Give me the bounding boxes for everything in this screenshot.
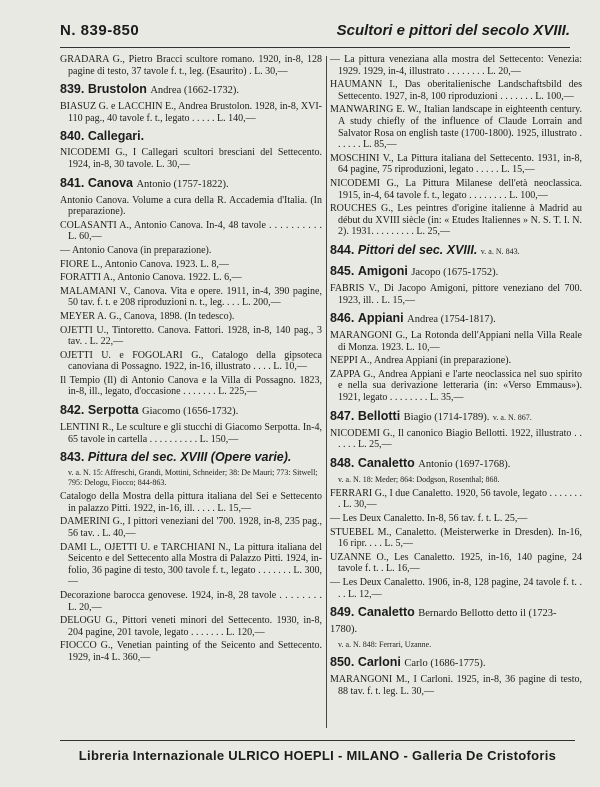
section-heading	[60, 403, 322, 419]
section-number: 846.	[330, 311, 355, 326]
section-number: 839.	[60, 82, 85, 97]
bibliography-entry: NEPPI A., Andrea Appiani (in preparazione).	[330, 355, 512, 367]
bibliography-entry: NICODEMI G., Il canonico Biagio Bellotti. 1922, illustrato . . . . . . L. 25,—	[330, 427, 582, 451]
section-number: 844.	[330, 242, 355, 257]
bibliography-entry: MARANGONI G., La Rotonda dell'Appiani nella Villa Reale di Monza. 1923. L. 10,—	[330, 330, 582, 353]
bibliography-entry: Catalogo della Mostra della pittura italiana del Sei e Settecento in palazzo Pitti. 1922, in-16, ill. . . . . L. 15,—	[60, 491, 322, 514]
page-footer	[60, 740, 575, 763]
bibliography-entry: FIORE L., Antonio Canova. 1923. L. 8,—	[60, 258, 229, 270]
section-name: Callegari.	[87, 129, 145, 144]
bibliography-entry: MARANGONI M., I Carloni. 1925, in-8, 36 pagine di testo, 88 tav. f. t. leg. L. 30,—	[330, 674, 582, 697]
section-name: Canaletto	[357, 605, 415, 620]
section-heading	[60, 82, 322, 98]
section-dates: Andrea (1662-1732).	[150, 85, 239, 97]
section-heading	[330, 264, 582, 280]
right-column	[330, 54, 582, 699]
footer-rule	[60, 740, 575, 741]
bibliography-entry: MEYER A. G., Canova, 1898. (In tedesco).	[60, 310, 235, 322]
section-heading	[330, 243, 582, 259]
bibliography-entry: BIASUZ G. e LACCHIN E., Andrea Brustolon. 1928, in-8, XVI-110 pag., 40 tavole f. t., legato . . . . . L. 140,—	[60, 101, 322, 124]
bibliography-entry: GRADARA G., Pietro Bracci scultore romano. 1920, in-8, 128 pagine di testo, 37 tavole f. t., leg. (Esaurito) . L. 30,—	[60, 54, 322, 77]
bibliography-entry: FERRARI G., I due Canaletto. 1920, 56 tavole, legato . . . . . . . . L. 30,—	[330, 487, 582, 511]
section-heading	[330, 456, 582, 472]
bibliography-entry: DAMI L., OJETTI U. e TARCHIANI N., La pittura italiana del Seicento e del Settecento alla Mostra di Palazzo Pitti. 1924, in-folio, 36 pagine di testo, 300 tavole f. t., legato . . . . . . . L. 300,—	[60, 541, 322, 588]
bibliography-entry: — Les Deux Canaletto. 1906, in-8, 128 pagine, 24 tavole f. t. . . . L. 12,—	[330, 577, 582, 600]
section-dates: Giacomo (1656-1732).	[142, 406, 239, 418]
section-number: 850.	[330, 655, 355, 670]
section-number: 845.	[330, 263, 355, 278]
section-name: Carloni	[357, 655, 401, 670]
section-number: 848.	[330, 455, 355, 470]
section-number: 841.	[60, 175, 85, 190]
section-number: 847.	[330, 408, 355, 423]
bibliography-entry: COLASANTI A., Antonio Canova. In-4, 48 tavole . . . . . . . . . . L. 60,—	[60, 219, 322, 243]
cross-reference-note: v. a. N. 18: Meder; 864: Dodgson, Rosenthal; 868.	[338, 474, 500, 484]
section-dates: Antonio (1757-1822).	[136, 178, 229, 190]
section-name: Serpotta	[87, 403, 139, 418]
bibliography-entry: Antonio Canova. Volume a cura della R. Accademia d'Italia. (In preparazione).	[60, 194, 322, 218]
section-heading	[60, 176, 322, 192]
section-heading	[330, 605, 582, 637]
section-heading	[330, 311, 582, 327]
section-dates: Biagio (1714-1789).	[403, 411, 490, 423]
section-dates: Andrea (1754-1817).	[407, 314, 496, 326]
bibliography-entry: OJETTI U. e FOGOLARI G., Catalogo della gipsoteca canoviana di Possagno. 1922, in-16, illustrato . . . . L. 10,—	[60, 349, 322, 373]
bibliography-entry: ROUCHES G., Les peintres d'origine italienne à Madrid au début du XVIII siècle (in: « Etudes Italiennes » N. S. T. I. N. 2). 1931. . . . . . . . . L. 25,—	[330, 203, 582, 238]
bibliography-entry: FORATTI A., Antonio Canova. 1922. L. 6,—	[60, 272, 242, 284]
section-heading	[60, 450, 322, 465]
bibliography-entry: UZANNE O., Les Canaletto. 1925, in-16, 140 pagine, 24 tavole f. t. . L. 16,—	[330, 551, 582, 575]
bibliography-entry: OJETTI U., Tintoretto. Canova. Fattori. 1928, in-8, 140 pag., 3 tav. . L. 22,—	[60, 324, 322, 348]
page-range: N. 839-850	[60, 22, 140, 39]
bibliography-entry: — Les Deux Canaletto. In-8, 56 tav. f. t. L. 25,—	[330, 513, 528, 525]
bibliography-entry: ZAPPA G., Andrea Appiani e l'arte neoclassica nel suo spirito e nella sua derivazione letteraria (in: «Verso Emmaus»). 1921, legato . . . . . . . . L. 35,—	[330, 368, 582, 404]
section-dates: Jacopo (1675-1752).	[411, 266, 499, 278]
section-name: Appiani	[357, 311, 404, 326]
bibliography-entry: Decorazione barocca genovese. 1924, in-8, 28 tavole . . . . . . . . L. 20,—	[60, 590, 322, 613]
bibliography-entry: STUEBEL M., Canaletto. (Meisterwerke in Dresden). In-16, 16 ripr. . . . L. 5,—	[330, 526, 582, 550]
header-rule	[60, 47, 570, 48]
section-name: Pittori del sec. XVIII.	[357, 242, 478, 257]
bibliography-entry: DELOGU G., Pittori veneti minori del Settecento. 1930, in-8, 204 pagine, 201 tavole, legato . . . . . . . L. 120,—	[60, 615, 322, 638]
bibliography-entry: MOSCHINI V., La Pittura italiana del Settecento. 1931, in-8, 64 pagine, 75 riproduzioni, legato . . . . . L. 15,—	[330, 152, 582, 176]
bibliography-entry: NICODEMI G., I Callegari scultori bresciani del Settecento. 1924, in-8, 30 tavole. L. 30,—	[60, 147, 322, 170]
bibliography-entry: NICODEMI G., La Pittura Milanese dell'età neoclassica. 1915, in-4, 64 tavole f. t., legato . . . . . . . . L. 100,—	[330, 177, 582, 201]
section-dates: Antonio (1697-1768).	[418, 458, 511, 470]
section-number: 849.	[330, 605, 355, 620]
section-heading	[60, 129, 322, 144]
publisher-line: Libreria Internazionale ULRICO HOEPLI - MILANO - Galleria De Cristoforis	[78, 748, 557, 763]
section-number: 842.	[60, 403, 85, 418]
section-name: Canaletto	[357, 455, 415, 470]
section-dates: Carlo (1686-1775).	[404, 658, 486, 670]
section-name: Amigoni	[357, 263, 408, 278]
section-heading	[330, 409, 582, 425]
bibliography-entry: DAMERINI G., I pittori veneziani del '700. 1928, in-8, 235 pag., 56 tav. . L. 40,—	[60, 516, 322, 540]
bibliography-entry: Il Tempio (Il) di Antonio Canova e la Villa di Possagno. 1823, in-8, ill., legato, d'occasione . . . . . . . L. 225,—	[60, 374, 322, 398]
page-header	[60, 18, 570, 44]
section-name: Canova	[87, 175, 133, 190]
cross-reference-note: v. a. N. 848: Ferrari, Uzanne.	[338, 640, 432, 650]
bibliography-entry: — La pittura veneziana alla mostra del Settecento: Venezia: 1929. 1929, in-4, illustrato . . . . . . . . L. 20,—	[330, 54, 582, 77]
left-column	[60, 54, 322, 666]
section-name: Pittura del sec. XVIII (Opere varie).	[87, 450, 292, 465]
section-dates: v. a. N. 843.	[480, 246, 520, 256]
bibliography-entry: — Antonio Canova (in preparazione).	[60, 244, 212, 256]
section-name: Bellotti	[357, 408, 401, 423]
bibliography-entry: LENTINI R., Le sculture e gli stucchi di Giacomo Serpotta. In-4, 65 tavole in cartella . . . . . . . . . . L. 150,—	[60, 422, 322, 445]
column-divider	[326, 56, 327, 728]
section-name: Brustolon	[87, 82, 147, 97]
section-crossref: v. a. N. 867.	[492, 412, 532, 422]
bibliography-entry: MANWARING E. W., Italian landscape in eighteenth century. A study chiefly of the influence of Claude Lorrain and Salvator Rosa on english taste (1700-1800). 1925, illustrato . . . . . . L. 85,—	[330, 104, 582, 151]
section-number: 843.	[60, 450, 85, 465]
bibliography-entry: FIOCCO G., Venetian painting of the Seicento and Settecento. 1929, in-4 L. 360,—	[60, 640, 322, 663]
section-heading	[330, 655, 582, 671]
section-number: 840.	[60, 129, 85, 144]
section-dates: Bernardo Bellotto detto il (1723-1780).	[330, 608, 557, 636]
bibliography-entry: MALAMANI V., Canova. Vita e opere. 1911, in-4, 390 pagine, 50 tav. f. t. e 208 riproduzioni n. t., leg. . . . L. 200,—	[60, 285, 322, 309]
cross-reference-note: v. a. N. 15: Affreschi, Grandi, Mottini, Schneider; 38: De Mauri; 773: Sitwell; 795: Delogu, Fiocco; 844-863.	[68, 468, 318, 488]
bibliography-entry: HAUMANN I., Das oberitalienische Landschaftsbild des Settecento. 1927, in-8, 100 riproduzioni . . . . . . . L. 100,—	[330, 79, 582, 102]
bibliography-entry: FABRIS V., Di Jacopo Amigoni, pittore veneziano del 700. 1923, ill. . L. 15,—	[330, 282, 582, 306]
running-title: Scultori e pittori del secolo XVIII.	[336, 22, 570, 39]
